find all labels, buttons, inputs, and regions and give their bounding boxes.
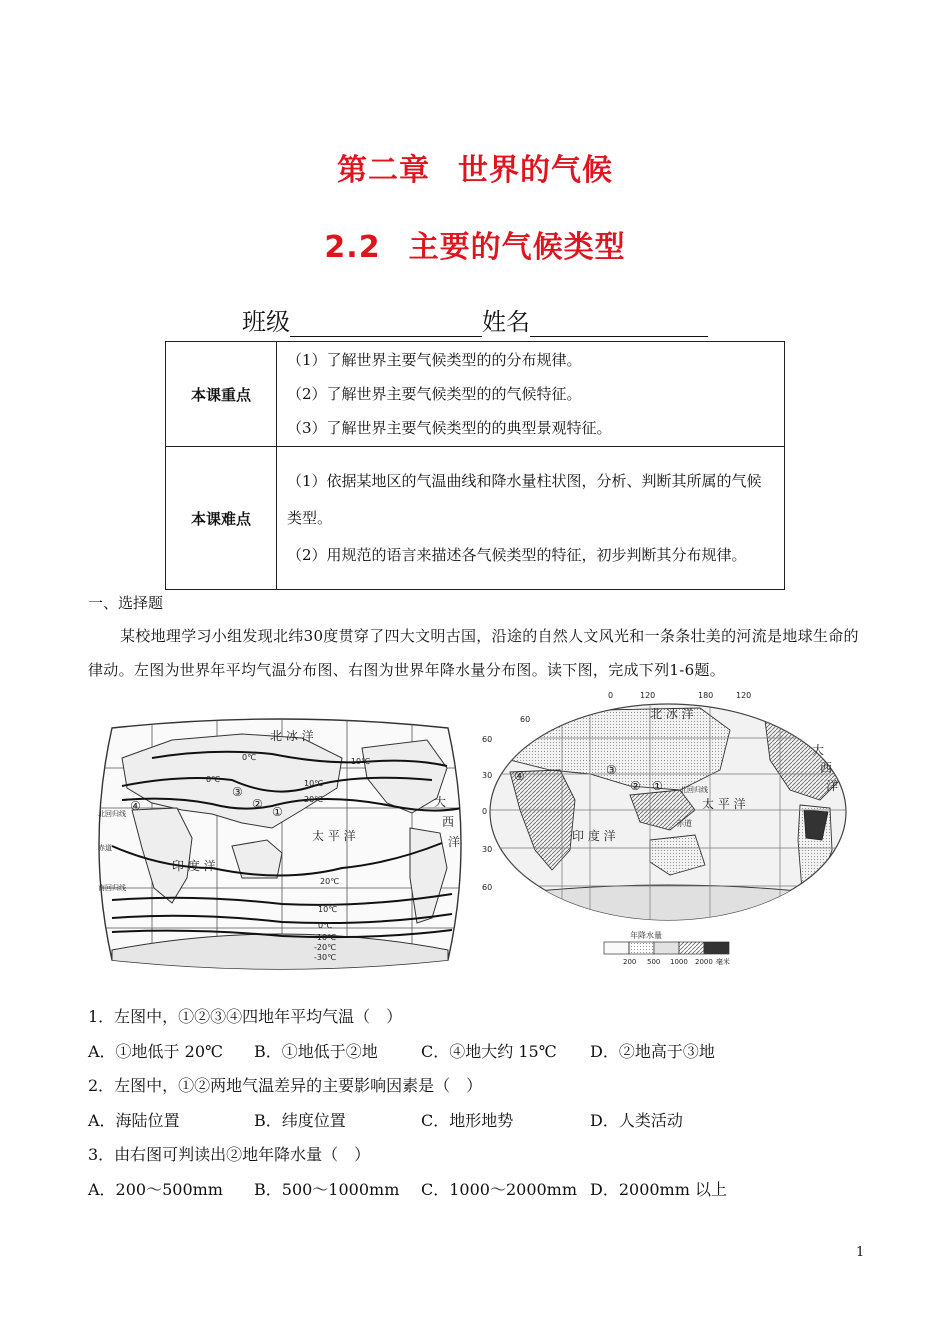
question-1-option-a[interactable]: A．①地低于 20℃ [88,1042,223,1061]
section-number: 2.2 [324,230,381,265]
pacific-ocean-label: 太 平 洋 [312,829,356,843]
point-4-marker: ④ [514,769,525,783]
point-4-marker: ④ [130,799,141,813]
question-2-option-c[interactable]: C．地形地势 [421,1111,514,1130]
question-3-option-d[interactable]: D．2000mm 以上 [590,1180,727,1199]
isotherm-minus20: -20℃ [314,943,337,952]
legend-tick-500: 500 [647,958,661,966]
key-point-1: （1）了解世界主要气候类型的的分布规律。 [287,351,582,369]
class-blank[interactable] [290,310,482,337]
isotherm-10-south: 10℃ [318,905,338,914]
class-label: 班级 [242,308,290,336]
tropic-n-label: 北回归线 [680,786,708,794]
point-2-marker: ② [252,797,263,811]
question-3-stem: 3．由右图可判读出②地年降水量（ ） [88,1145,371,1164]
question-2-option-a[interactable]: A．海陆位置 [88,1111,180,1130]
legend-unit: 毫米 [716,958,730,966]
legend-tick-1000: 1000 [670,958,688,966]
chapter-title [0,145,950,189]
key-point-3: （3）了解世界主要气候类型的的典型景观特征。 [287,419,612,437]
point-1-marker: ① [652,779,663,793]
objectives-table [165,341,785,590]
lon-60-label: 60 [520,715,531,724]
legend-swatch-1 [604,942,629,954]
lon-0-label: 0 [608,691,614,700]
question-1-stem: 1．左图中，①②③④四地年平均气温（ ） [88,1007,403,1026]
equator-label: 赤道 [98,844,112,852]
difficult-point-2: （2）用规范的语言来描述各气候类型的特征，初步判断其分布规律。 [287,545,747,564]
name-blank[interactable] [530,310,708,337]
isotherm-10: 10℃ [304,779,324,788]
arctic-ocean-label: 北 冰 洋 [270,729,314,743]
isotherm-minus10: -10℃ [314,933,337,942]
question-2-stem: 2．左图中，①②两地气温差异的主要影响因素是（ ） [88,1076,483,1095]
chapter-number: 第二章 [337,153,430,188]
indian-ocean-label: 印 度 洋 [172,859,216,873]
difficult-points-content [277,447,785,590]
legend-swatch-5 [704,942,729,954]
temperature-map [92,718,468,970]
isotherm-minus30: -30℃ [314,953,337,962]
lon-180-label: 180 [698,691,714,700]
question-2-option-d[interactable]: D．人类活动 [590,1111,683,1130]
equator-label: 赤道 [676,819,692,828]
atlantic-label-1: 大 [812,743,825,757]
key-points-label: 本课重点 [166,342,277,447]
key-point-2: （2）了解世界主要气候类型的的气候特征。 [287,385,582,403]
lat-60-label: 60 [482,735,493,744]
student-info-line [0,302,950,337]
tropic-n-label: 北回归线 [98,810,126,818]
question-1-option-d[interactable]: D．②地高于③地 [590,1042,715,1061]
section-name: 主要的气候类型 [408,230,626,265]
lat-s30-label: 30 [482,845,493,854]
question-3-option-a[interactable]: A．200～500mm [88,1180,223,1199]
legend-swatch-4 [679,942,704,954]
lat-30-label: 30 [482,771,493,780]
legend-title: 年降水量 [630,931,662,940]
question-3-option-b[interactable]: B．500～1000mm [254,1180,400,1199]
precipitation-legend [604,930,730,966]
key-points-row [166,342,785,447]
lat-s60-label: 60 [482,883,493,892]
atlantic-label-3: 洋 [448,835,461,849]
question-2-option-b[interactable]: B．纬度位置 [254,1111,346,1130]
lon-120-label: 120 [640,691,656,700]
isotherm-minus10-n: -10℃ [348,757,371,766]
isotherm-0-b: 0℃ [242,753,257,762]
difficult-points-row [166,447,785,590]
legend-tick-200: 200 [623,958,637,966]
atlantic-label-3: 洋 [826,779,839,793]
indian-ocean-label: 印 度 洋 [572,829,616,843]
lon-w120-label: 120 [736,691,752,700]
legend-tick-2000: 2000 [695,958,713,966]
key-points-content [277,342,785,447]
lat-0-label: 0 [482,807,488,816]
point-3-marker: ③ [232,785,243,799]
point-2-marker: ② [630,779,641,793]
isotherm-20: 20℃ [304,795,324,804]
pacific-ocean-label: 太 平 洋 [702,797,746,811]
tropic-s-label: 南回归线 [98,884,126,892]
chapter-name: 世界的气候 [458,153,613,188]
atlantic-label-2: 西 [442,815,455,829]
legend-swatch-3 [654,942,679,954]
arctic-ocean-label: 北 冰 洋 [650,707,694,721]
question-3-option-c[interactable]: C．1000～2000mm [421,1180,578,1199]
atlantic-label-2: 西 [820,761,833,775]
atlantic-label-1: 大 [434,795,447,809]
question-1-option-b[interactable]: B．①地低于②地 [254,1042,378,1061]
section-title [0,222,950,266]
isotherm-0-a: 0℃ [206,775,221,784]
precipitation-map [480,690,855,970]
name-label: 姓名 [482,308,530,336]
point-3-marker: ③ [606,763,617,777]
difficult-point-1: （1）依据某地区的气温曲线和降水量柱状图，分析、判断其所属的气候类型。 [287,471,762,527]
question-1-option-c[interactable]: C．④地大约 15℃ [421,1042,557,1061]
page-number: 1 [856,1245,865,1260]
legend-swatch-2 [629,942,654,954]
section-heading: 一、选择题 [88,594,164,612]
isotherm-20-south: 20℃ [320,877,340,886]
isotherm-0-south: 0℃ [318,921,333,930]
difficult-points-label: 本课难点 [166,447,277,590]
intro-paragraph: 某校地理学习小组发现北纬30度贯穿了四大文明古国，沿途的自然人文风光和一条条壮美的河流是地球生命的律动。左图为世界年平均气温分布图、右图为世界年降水量分布图。读下图，完成下列1-6题。 [88,627,859,679]
point-1-marker: ① [272,805,283,819]
